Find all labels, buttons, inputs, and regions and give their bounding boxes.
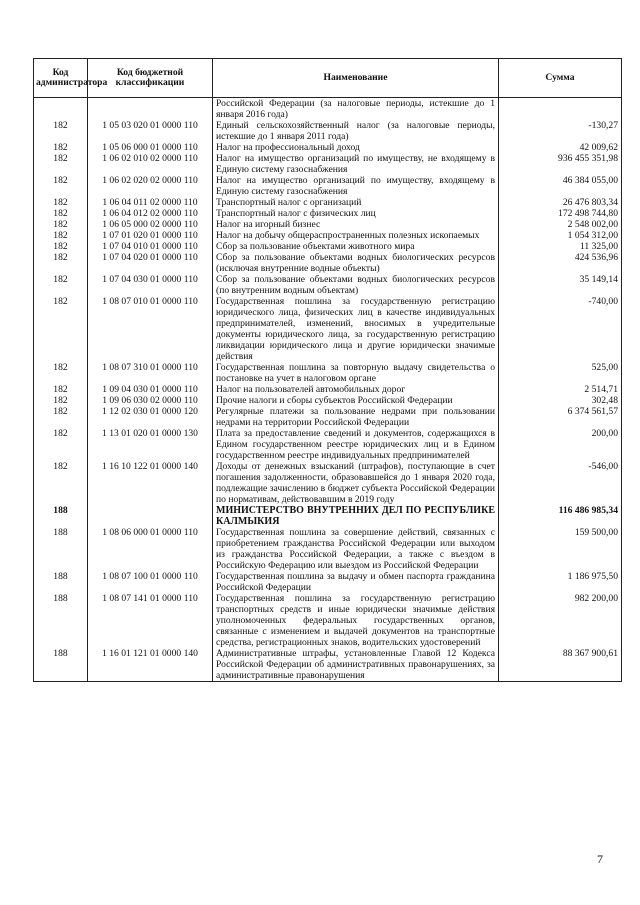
- cell-name: Государственная пошлина за государственную регистрацию юридического лица, физических лиц в качестве индивидуальных предпринимателей, изменений, вносимых в учредительные документы юридического лица, за государственную регистрацию ликвидации юридического лица и другие юридически значимые действия: [213, 296, 499, 362]
- cell-sum: 26 476 803,34: [499, 197, 622, 208]
- table-row: [34, 219, 622, 230]
- table-row: [34, 505, 622, 527]
- table-row: [34, 527, 622, 571]
- cell-sum: 982 200,00: [499, 593, 622, 648]
- cell-name: Налог на игорный бизнес: [213, 219, 499, 230]
- table-row: [34, 593, 622, 648]
- cell-sum: -130,27: [499, 120, 622, 142]
- cell-admin-code: 182: [34, 384, 88, 395]
- cell-name: Государственная пошлина за государственную регистрацию транспортных средств и иные юридически значимые действия уполномоченных федеральных государственных органов, связанные с изменением и выдачей документов на транспортные средства, регистрационных знаков, водительских удостоверений: [213, 593, 499, 648]
- table-row: [34, 98, 622, 121]
- cell-admin-code: 182: [34, 153, 88, 175]
- table-header: [34, 59, 622, 98]
- cell-name: Сбор за пользование объектами водных биологических ресурсов (по внутренним водным объектам): [213, 274, 499, 296]
- cell-sum: 1 054 312,00: [499, 230, 622, 241]
- cell-name: Государственная пошлина за совершение действий, связанных с приобретением гражданства Российской Федерации или выходом из гражданства Российской Федерации, а также с въездом в Российскую Федерацию или выездом из Российской Федерации: [213, 527, 499, 571]
- cell-sum: -546,00: [499, 461, 622, 505]
- cell-budget-code: 1 07 01 020 01 0000 110: [88, 230, 213, 241]
- cell-sum: -740,00: [499, 296, 622, 362]
- table-row: [34, 428, 622, 461]
- cell-admin-code: 182: [34, 274, 88, 296]
- cell-admin-code: 182: [34, 175, 88, 197]
- table-row: [34, 406, 622, 428]
- cell-admin-code: 188: [34, 505, 88, 527]
- table-row: [34, 142, 622, 153]
- cell-sum: 159 500,00: [499, 527, 622, 571]
- cell-name: Налог на имущество организаций по имуществу, входящему в Единую систему газоснабжения: [213, 175, 499, 197]
- table-row: [34, 296, 622, 362]
- cell-name: Российской Федерации (за налоговые периоды, истекшие до 1 января 2016 года): [213, 98, 499, 121]
- revenue-table: [33, 58, 622, 682]
- cell-name: Плата за предоставление сведений и документов, содержащихся в Едином государственном реестре юридических лиц и в Едином государственном реестре индивидуальных предпринимателей: [213, 428, 499, 461]
- table-row: [34, 461, 622, 505]
- table-row: [34, 208, 622, 219]
- table-row: [34, 252, 622, 274]
- cell-budget-code: 1 07 04 020 01 0000 110: [88, 252, 213, 274]
- cell-sum: 302,48: [499, 395, 622, 406]
- cell-admin-code: 182: [34, 296, 88, 362]
- table-row: [34, 571, 622, 593]
- cell-admin-code: 188: [34, 527, 88, 571]
- header-sum: Сумма: [499, 59, 622, 98]
- cell-sum: 6 374 561,57: [499, 406, 622, 428]
- cell-name: Налог на добычу общераспространенных полезных ископаемых: [213, 230, 499, 241]
- cell-admin-code: 182: [34, 395, 88, 406]
- page-number: 7: [597, 852, 603, 866]
- cell-admin-code: 182: [34, 197, 88, 208]
- cell-budget-code: 1 08 07 310 01 0000 110: [88, 362, 213, 384]
- cell-budget-code: 1 05 03 020 01 0000 110: [88, 120, 213, 142]
- header-budget-code: Код бюджетной классификации: [88, 59, 213, 98]
- cell-name: МИНИСТЕРСТВО ВНУТРЕННИХ ДЕЛ ПО РЕСПУБЛИКЕ КАЛМЫКИЯ: [213, 505, 499, 527]
- cell-name: Государственная пошлина за выдачу и обмен паспорта гражданина Российской Федерации: [213, 571, 499, 593]
- cell-admin-code: 182: [34, 230, 88, 241]
- cell-budget-code: 1 16 01 121 01 0000 140: [88, 648, 213, 682]
- cell-admin-code: 188: [34, 593, 88, 648]
- cell-sum: 172 498 744,80: [499, 208, 622, 219]
- cell-name: Доходы от денежных взысканий (штрафов), поступающие в счет погашения задолженности, образовавшейся до 1 января 2020 года, подлежащие зачислению в бюджет субъекта Российской Федерации по нормативам, действовавшим в 2019 году: [213, 461, 499, 505]
- cell-name: Прочие налоги и сборы субъектов Российской Федерации: [213, 395, 499, 406]
- cell-budget-code: 1 06 04 012 02 0000 110: [88, 208, 213, 219]
- cell-admin-code: 182: [34, 461, 88, 505]
- cell-budget-code: 1 13 01 020 01 0000 130: [88, 428, 213, 461]
- cell-budget-code: 1 09 06 030 02 0000 110: [88, 395, 213, 406]
- cell-sum: 35 149,14: [499, 274, 622, 296]
- cell-sum: 200,00: [499, 428, 622, 461]
- cell-sum: 424 536,96: [499, 252, 622, 274]
- cell-admin-code: 182: [34, 120, 88, 142]
- cell-admin-code: 188: [34, 571, 88, 593]
- cell-sum: 2 514,71: [499, 384, 622, 395]
- cell-budget-code: 1 06 02 020 02 0000 110: [88, 175, 213, 197]
- table-row: [34, 395, 622, 406]
- cell-admin-code: 182: [34, 241, 88, 252]
- cell-sum: 1 186 975,50: [499, 571, 622, 593]
- cell-sum: 42 009,62: [499, 142, 622, 153]
- cell-admin-code: 182: [34, 219, 88, 230]
- cell-admin-code: 182: [34, 252, 88, 274]
- table-row: [34, 648, 622, 682]
- cell-budget-code: 1 06 02 010 02 0000 110: [88, 153, 213, 175]
- header-name: Наименование: [213, 59, 499, 98]
- table-row: [34, 241, 622, 252]
- cell-name: Налог на имущество организаций по имуществу, не входящему в Единую систему газоснабжения: [213, 153, 499, 175]
- cell-admin-code: 188: [34, 648, 88, 682]
- cell-budget-code: 1 12 02 030 01 0000 120: [88, 406, 213, 428]
- table-row: [34, 197, 622, 208]
- cell-sum: 525,00: [499, 362, 622, 384]
- cell-sum: 88 367 900,61: [499, 648, 622, 682]
- cell-name: Административные штрафы, установленные Главой 12 Кодекса Российской Федерации об административных правонарушениях, за административные правонарушения: [213, 648, 499, 682]
- table-row: [34, 120, 622, 142]
- cell-name: Государственная пошлина за повторную выдачу свидетельства о постановке на учет в налоговом органе: [213, 362, 499, 384]
- table-row: [34, 175, 622, 197]
- cell-name: Единый сельскохозяйственный налог (за налоговые периоды, истекшие до 1 января 2011 года): [213, 120, 499, 142]
- cell-budget-code: 1 08 07 100 01 0000 110: [88, 571, 213, 593]
- cell-sum: 936 455 351,98: [499, 153, 622, 175]
- cell-budget-code: [88, 98, 213, 121]
- cell-budget-code: 1 08 07 141 01 0000 110: [88, 593, 213, 648]
- cell-budget-code: 1 06 04 011 02 0000 110: [88, 197, 213, 208]
- cell-budget-code: 1 07 04 010 01 0000 110: [88, 241, 213, 252]
- cell-admin-code: 182: [34, 362, 88, 384]
- cell-admin-code: 182: [34, 428, 88, 461]
- cell-sum: 116 486 985,34: [499, 505, 622, 527]
- cell-admin-code: [34, 98, 88, 121]
- cell-name: Налог на пользователей автомобильных дорог: [213, 384, 499, 395]
- table-row: [34, 230, 622, 241]
- cell-name: Транспортный налог с организаций: [213, 197, 499, 208]
- cell-sum: 2 548 002,00: [499, 219, 622, 230]
- cell-sum: [499, 98, 622, 121]
- table-row: [34, 153, 622, 175]
- cell-name: Налог на профессиональный доход: [213, 142, 499, 153]
- cell-name: Сбор за пользование объектами водных биологических ресурсов (исключая внутренние водные объекты): [213, 252, 499, 274]
- cell-name: Транспортный налог с физических лиц: [213, 208, 499, 219]
- cell-name: Регулярные платежи за пользование недрами при пользовании недрами на территории Российской Федерации: [213, 406, 499, 428]
- table-row: [34, 384, 622, 395]
- cell-budget-code: 1 05 06 000 01 0000 110: [88, 142, 213, 153]
- cell-sum: 11 325,00: [499, 241, 622, 252]
- cell-admin-code: 182: [34, 142, 88, 153]
- table-row: [34, 362, 622, 384]
- cell-budget-code: 1 08 07 010 01 0000 110: [88, 296, 213, 362]
- cell-budget-code: 1 07 04 030 01 0000 110: [88, 274, 213, 296]
- cell-admin-code: 182: [34, 406, 88, 428]
- cell-budget-code: [88, 505, 213, 527]
- cell-budget-code: 1 08 06 000 01 0000 110: [88, 527, 213, 571]
- table-row: [34, 274, 622, 296]
- header-admin-code: Код администратора: [34, 59, 88, 98]
- cell-budget-code: 1 16 10 122 01 0000 140: [88, 461, 213, 505]
- cell-budget-code: 1 09 04 030 01 0000 110: [88, 384, 213, 395]
- cell-sum: 46 384 055,00: [499, 175, 622, 197]
- table-body: [34, 98, 622, 682]
- cell-admin-code: 182: [34, 208, 88, 219]
- cell-budget-code: 1 06 05 000 02 0000 110: [88, 219, 213, 230]
- cell-name: Сбор за пользование объектами животного мира: [213, 241, 499, 252]
